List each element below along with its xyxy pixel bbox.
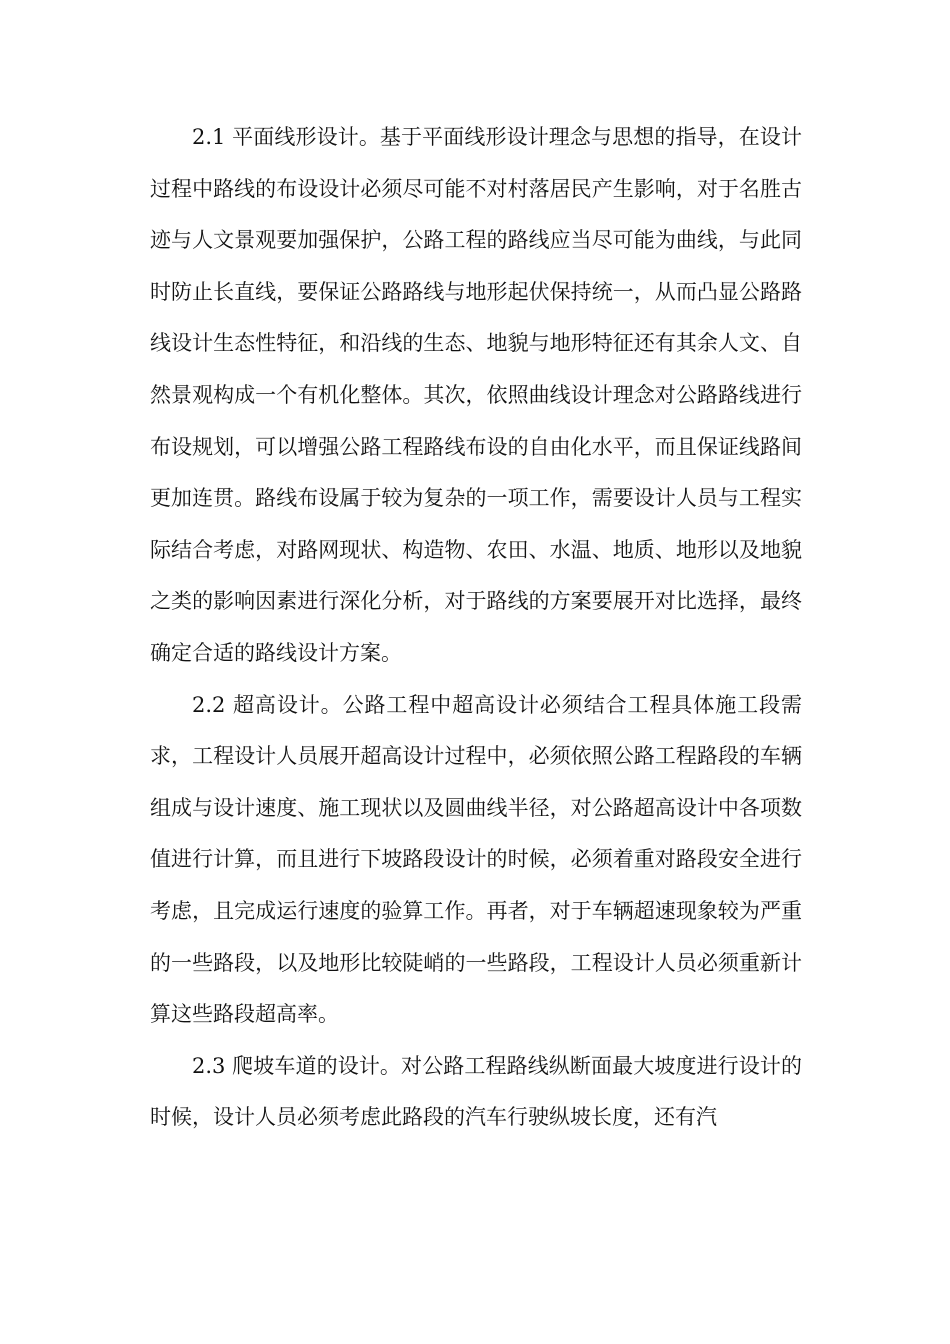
paragraph-2-1-plane-alignment: 2.1 平面线形设计。基于平面线形设计理念与思想的指导，在设计过程中路线的布设设计必须尽可能不对村落居民产生影响，对于名胜古迹与人文景观要加强保护，公路工程的路线应当尽可能为曲线，与此同时防止长直线，要保证公路路线与地形起伏保持统一，从而凸显公路路线设计生态性特征，和沿线的生态、地貌与地形特征还有其余人文、自然景观构成一个有机化整体。其次，依照曲线设计理念对公路路线进行布设规划，可以增强公路工程路线布设的自由化水平，而且保证线路间更加连贯。路线布设属于较为复杂的一项工作，需要设计人员与工程实际结合考虑，对路网现状、构造物、农田、水温、地质、地形以及地貌之类的影响因素进行深化分析，对于路线的方案要展开对比选择，最终确定合适的路线设计方案。 bbox=[150, 125, 802, 665]
paragraph-2-3-climbing-lane: 2.3 爬坡车道的设计。对公路工程路线纵断面最大坡度进行设计的时候，设计人员必须考虑此路段的汽车行驶纵坡长度，还有汽 bbox=[150, 1053, 802, 1130]
paragraph-2-2-superelevation: 2.2 超高设计。公路工程中超高设计必须结合工程具体施工段需求，工程设计人员展开超高设计过程中，必须依照公路工程路段的车辆组成与设计速度、施工现状以及圆曲线半径，对公路超高设计中各项数值进行计算，而且进行下坡路段设计的时候，必须着重对路段安全进行考虑，且完成运行速度的验算工作。再者，对于车辆超速现象较为严重的一些路段，以及地形比较陡峭的一些路段，工程设计人员必须重新计算这些路段超高率。 bbox=[150, 692, 802, 1027]
document-body bbox=[150, 112, 802, 1144]
